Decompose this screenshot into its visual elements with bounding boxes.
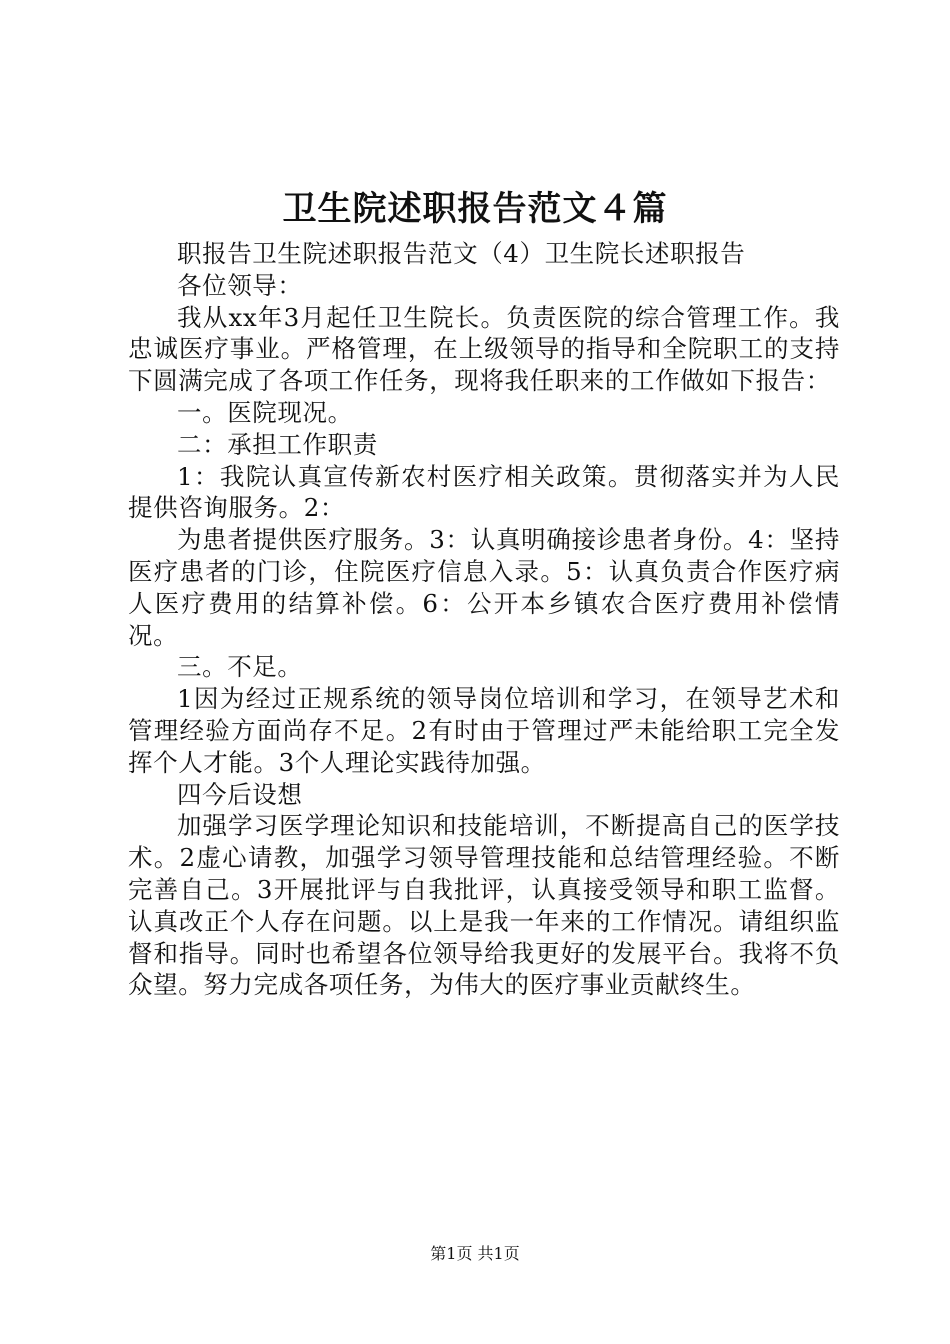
paragraph-salutation: 各位领导： — [177, 270, 303, 300]
paragraph-heading-line: 职报告卫生院述职报告范文（4）卫生院长述职报告 — [177, 239, 746, 268]
paragraph-future-plans: 加强学习医学理论知识和技能培训，不断提高自己的医学技术。2虚心请教，加强学习领导管理技能和总结管理经验。不断完善自己。3开展批评与自我批评，认真接受领导和职工监督。认真改正个人存在问题。以上是我一年来的工作情况。请组织监督和指导。同时也希望各位领导给我更好的发展平台。我将不负众望。努力完成各项任务，为伟大的医疗事业贡献终生。 — [128, 811, 840, 1000]
section-heading-shortcomings: 三。不足。 — [177, 652, 303, 682]
section-heading-future-plans: 四今后设想 — [177, 779, 303, 809]
section-heading-hospital-status: 一。医院现况。 — [177, 397, 353, 427]
document-body — [128, 238, 840, 1001]
document-title: 卫生院述职报告范文４篇 — [282, 189, 668, 229]
paragraph-shortcomings: 1因为经过正规系统的领导岗位培训和学习，在领导艺术和管理经验方面尚存不足。2有时由于管理过严未能给职工完全发挥个人才能。3个人理论实践待加强。 — [128, 684, 840, 777]
paragraph-duties-2: 为患者提供医疗服务。3：认真明确接诊患者身份。4：坚持医疗患者的门诊，住院医疗信息入录。5：认真负责合作医疗病人医疗费用的结算补偿。6：公开本乡镇农合医疗费用补偿情况。 — [128, 525, 840, 650]
paragraph-duties-1: 1：我院认真宣传新农村医疗相关政策。贯彻落实并为人民提供咨询服务。2： — [128, 461, 840, 523]
section-heading-duties: 二：承担工作职责 — [177, 429, 378, 459]
paragraph-intro: 我从xx年3月起任卫生院长。负责医院的综合管理工作。我忠诚医疗事业。严格管理，在上级领导的指导和全院职工的支持下圆满完成了各项工作任务，现将我任职来的工作做如下报告： — [128, 302, 840, 396]
page-number-footer: 第1页 共1页 — [430, 1244, 520, 1263]
